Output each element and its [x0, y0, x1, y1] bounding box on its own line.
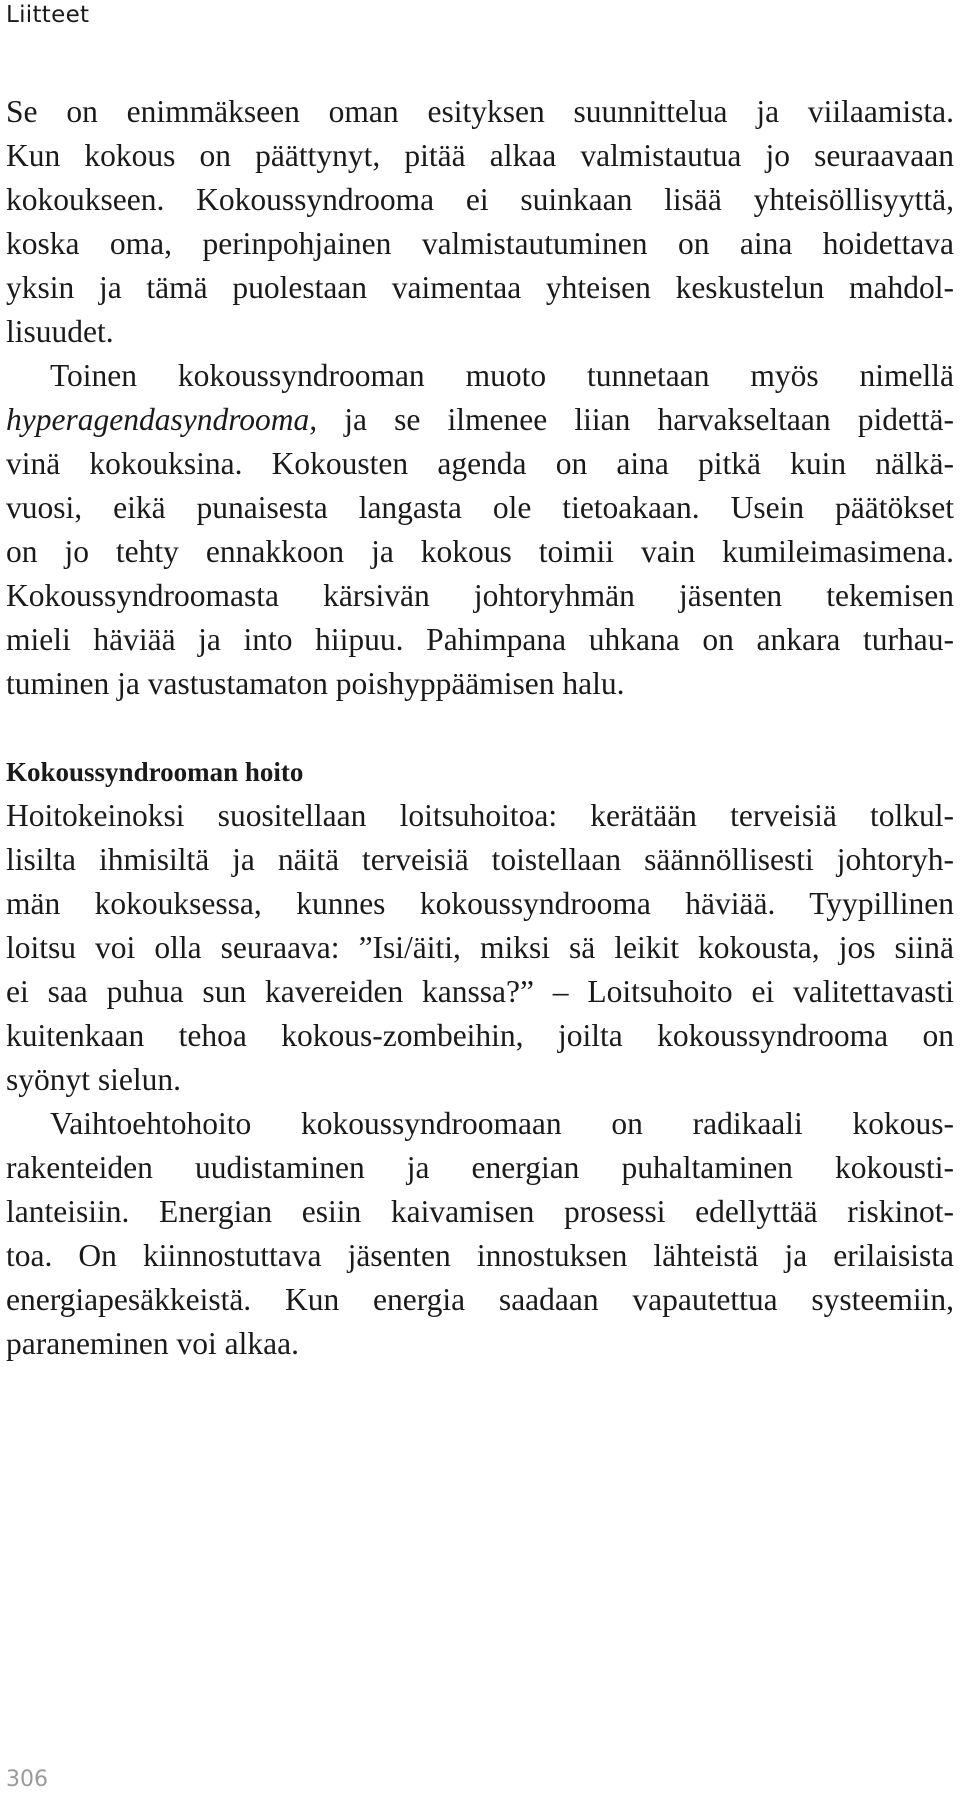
text-line: paraneminen voi alkaa.	[6, 1326, 299, 1361]
text-line: tuminen ja vastustamaton poishyppäämisen halu.	[6, 666, 625, 701]
text-line: Kun kokous on päättynyt, pitää alkaa valmistautua jo seuraavaan	[6, 138, 954, 173]
text-line: ei saa puhua sun kavereiden kanssa?” – Loitsuhoito ei valitettavasti	[6, 974, 954, 1009]
paragraph-2	[6, 354, 954, 706]
text-line: kokoukseen. Kokoussyndrooma ei suinkaan lisää yhteisöllisyyttä,	[6, 182, 954, 217]
text-line: on jo tehty ennakkoon ja kokous toimii vain kumileimasimena.	[6, 534, 954, 569]
text-line: loitsu voi olla seuraava: ”Isi/äiti, miksi sä leikit kokousta, jos siinä	[6, 930, 954, 965]
text-line: energiapesäkkeistä. Kun energia saadaan vapautettua systeemiin,	[6, 1282, 954, 1317]
text-line: toa. On kiinnostuttava jäsenten innostuksen lähteistä ja erilaisista	[6, 1238, 954, 1273]
text-line: Vaihtoehtohoito kokoussyndroomaan on radikaali kokous-	[50, 1106, 954, 1141]
paragraph-1	[6, 90, 954, 354]
text-line: män kokouksessa, kunnes kokoussyndrooma häviää. Tyypillinen	[6, 886, 954, 921]
text-line: lisuudet.	[6, 314, 114, 349]
paragraph-4	[6, 1102, 954, 1366]
text-line-rest: ja se ilmenee liian harvakseltaan pidettä-	[317, 402, 954, 437]
text-line: kuitenkaan tehoa kokous-zombeihin, joilta kokoussyndrooma on	[6, 1018, 954, 1053]
text-line: koska oma, perinpohjainen valmistautuminen on aina hoidettava	[6, 226, 954, 261]
text-line: Toinen kokoussyndrooman muoto tunnetaan myös nimellä	[50, 358, 954, 393]
section-heading: Kokoussyndrooman hoito	[6, 757, 304, 787]
body-text	[6, 90, 954, 1366]
text-line: vuosi, eikä punaisesta langasta ole tietoakaan. Usein päätökset	[6, 490, 954, 525]
text-line: lisilta ihmisiltä ja näitä terveisiä toistellaan säännöllisesti johtoryh-	[6, 842, 954, 877]
text-line	[6, 398, 954, 442]
text-line: lanteisiin. Energian esiin kaivamisen prosessi edellyttää riskinot-	[6, 1194, 954, 1229]
paragraph-3	[6, 794, 954, 1102]
italic-term: hyperagendasyndrooma,	[6, 402, 318, 437]
text-line: mieli häviää ja into hiipuu. Pahimpana uhkana on ankara turhau-	[6, 622, 954, 657]
text-line: rakenteiden uudistaminen ja energian puhaltaminen kokousti-	[6, 1150, 954, 1185]
running-head: Liitteet	[6, 2, 90, 28]
text-line: Hoitokeinoksi suositellaan loitsuhoitoa: kerätään terveisiä tolkul-	[6, 798, 954, 833]
text-line: Se on enimmäkseen oman esityksen suunnittelua ja viilaamista.	[6, 94, 954, 129]
text-line: syönyt sielun.	[6, 1062, 182, 1097]
text-line: vinä kokouksina. Kokousten agenda on aina pitkä kuin nälkä-	[6, 446, 954, 481]
text-line: yksin ja tämä puolestaan vaimentaa yhteisen keskustelun mahdol-	[6, 270, 954, 305]
page-number: 306	[6, 1767, 48, 1792]
text-line: Kokoussyndroomasta kärsivän johtoryhmän jäsenten tekemisen	[6, 578, 954, 613]
